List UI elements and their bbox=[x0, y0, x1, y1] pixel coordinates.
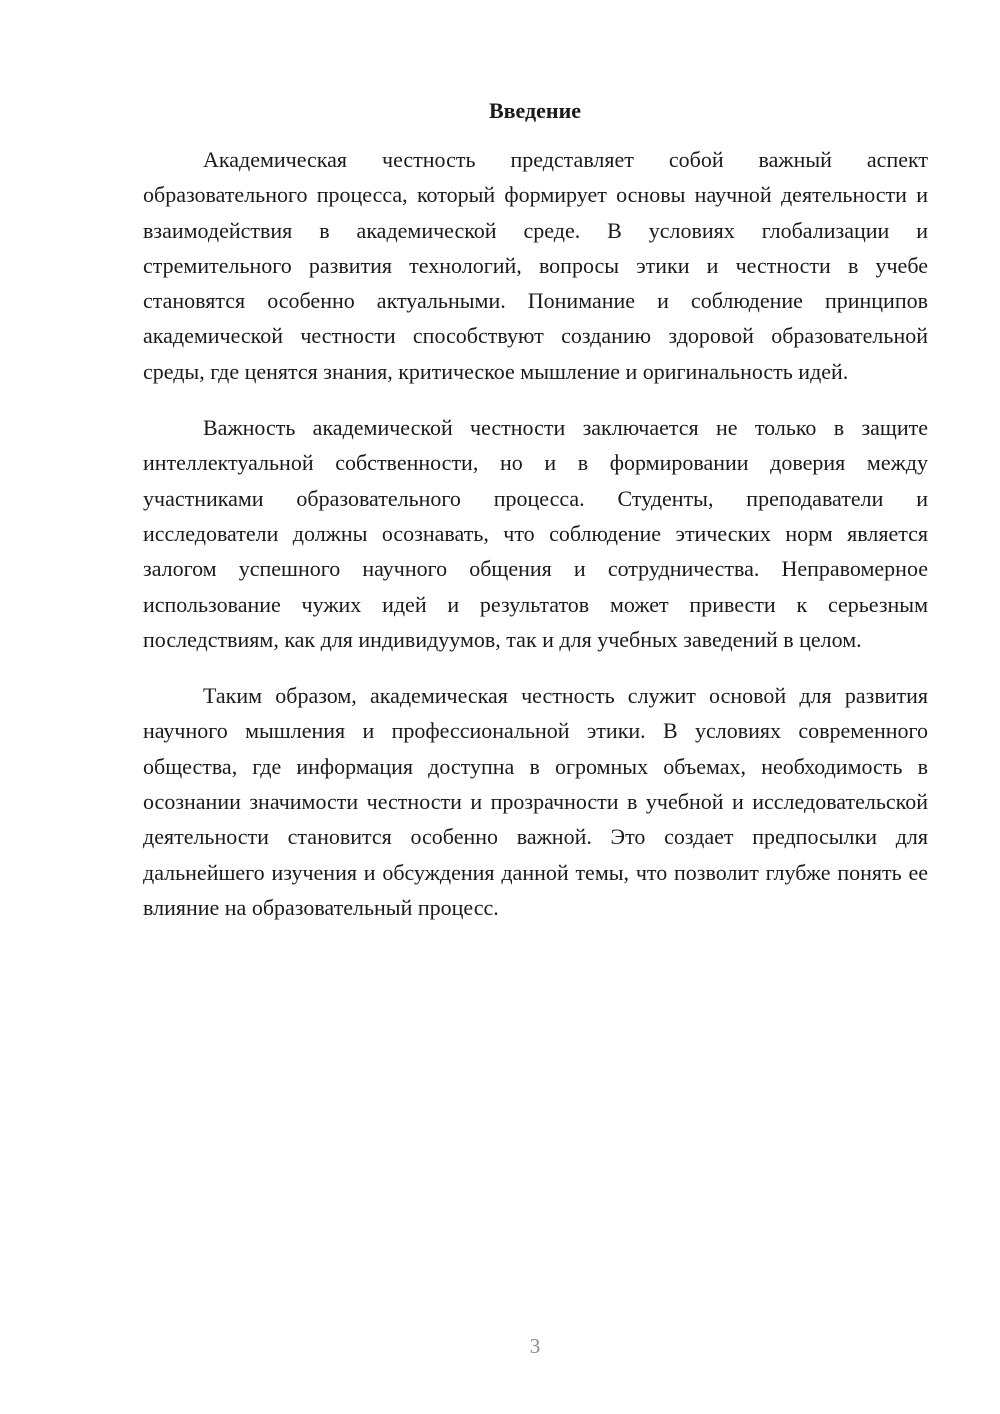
section-title: Введение bbox=[488, 98, 582, 123]
document-body bbox=[143, 142, 928, 946]
paragraph-2: Важность академической честности заключается не только в защите интеллектуальной собственности, но и в формировании доверия между участниками образовательного процесса. Студенты, преподаватели и исследователи должны осознавать, что соблюдение этических норм является залогом успешного научного общения и сотрудничества. Неправомерное использование чужих идей и результатов может привести к серьезным последствиям, как для индивидуумов, так и для учебных заведений в целом. bbox=[143, 415, 928, 652]
page-number: 3 bbox=[529, 1334, 541, 1358]
paragraph-1: Академическая честность представляет собой важный аспект образовательного процесса, который формирует основы научной деятельности и взаимодействия в академической среде. В условиях глобализации и стремительного развития технологий, вопросы этики и честности в учебе становятся особенно актуальными. Понимание и соблюдение принципов академической честности способствуют созданию здоровой образовательной среды, где ценятся знания, критическое мышление и оригинальность идей. bbox=[143, 147, 928, 384]
paragraph-3: Таким образом, академическая честность служит основой для развития научного мышления и профессиональной этики. В условиях современного общества, где информация доступна в огромных объемах, необходимость в осознании значимости честности и прозрачности в учебной и исследовательской деятельности становится особенно важной. Это создает предпосылки для дальнейшего изучения и обсуждения данной темы, что позволит глубже понять ее влияние на образовательный процесс. bbox=[143, 683, 928, 920]
